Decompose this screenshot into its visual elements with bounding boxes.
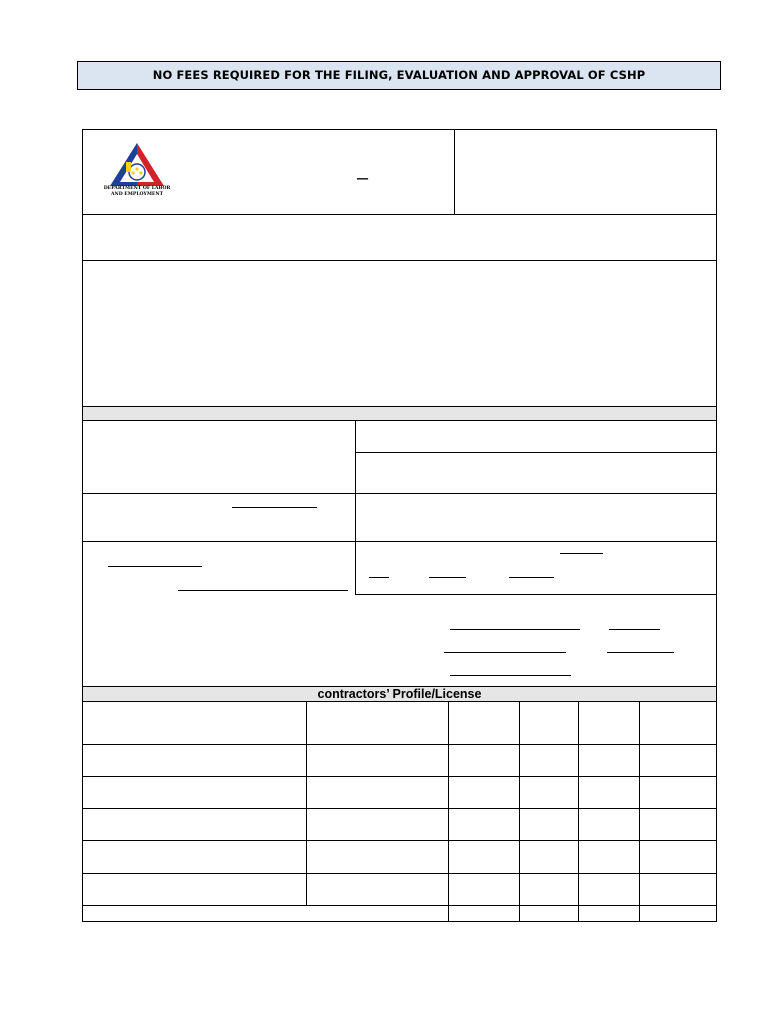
header-divider [454,129,455,215]
table-column-line [448,701,449,922]
logo-caption-2: AND EMPLOYMENT [110,192,164,197]
table-row [82,776,717,777]
table-row [82,744,717,745]
form-frame [82,129,717,922]
blank-field-underline[interactable] [509,577,554,578]
row-line [355,452,717,453]
blank-field-underline[interactable] [607,652,674,653]
table-column-line [578,701,579,922]
table-column-line [306,701,307,905]
blank-field-underline[interactable] [108,566,202,567]
section-bar-1 [83,406,716,421]
table-row [82,840,717,841]
table-column-line [519,701,520,922]
column-divider [355,421,356,595]
logo-caption-1: DEPARTMENT OF LABOR [103,186,171,191]
table-row [82,873,717,874]
table-row [82,905,717,906]
row-line [82,541,717,542]
table-row [82,808,717,809]
dole-logo [103,140,171,202]
blank-field-underline[interactable] [178,590,348,591]
header-dash: – [357,167,369,189]
dole-logo-icon [106,140,168,188]
blank-field-underline[interactable] [450,629,580,630]
row-line [355,594,717,595]
blank-field-underline[interactable] [429,577,466,578]
row-line [82,260,717,261]
fees-notice-banner: NO FEES REQUIRED FOR THE FILING, EVALUATION AND APPROVAL OF CSHP [77,61,721,90]
blank-field-underline[interactable] [450,675,571,676]
contractors-section-title: contractors’ Profile/License [83,686,716,702]
row-line [82,214,717,215]
table-column-line [639,701,640,922]
blank-field-underline[interactable] [232,507,317,508]
blank-field-underline[interactable] [609,629,660,630]
row-line [82,493,717,494]
blank-field-underline[interactable] [369,577,389,578]
blank-field-underline[interactable] [444,652,566,653]
blank-field-underline[interactable] [560,553,603,554]
